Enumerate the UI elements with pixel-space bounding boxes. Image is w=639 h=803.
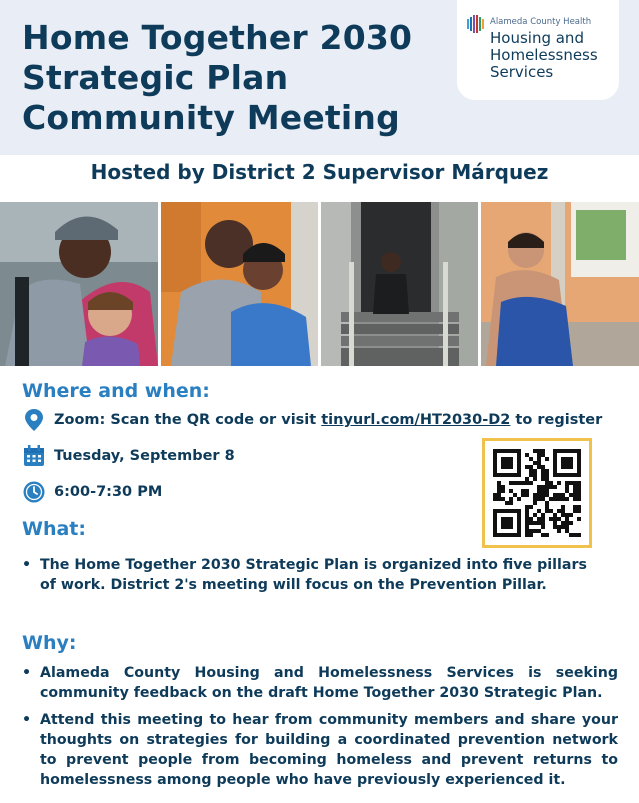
calendar-icon: [22, 444, 46, 468]
page-title: [22, 18, 412, 138]
why-bullet-list: [18, 663, 618, 797]
zoom-instructions: [54, 412, 602, 428]
time-row: [22, 480, 162, 504]
location-pin-icon: [22, 408, 46, 432]
qr-code-graphic: [493, 449, 581, 537]
header-band: [0, 0, 639, 155]
title-line-1: Home Together 2030: [22, 18, 413, 57]
list-item: [18, 710, 618, 790]
title-line-3: Community Meeting: [22, 98, 400, 137]
list-item: [18, 663, 618, 703]
meeting-time: 6:00-7:30 PM: [54, 484, 163, 500]
registration-qr-code[interactable]: [482, 438, 592, 548]
logo-org-name: Alameda County Health: [490, 17, 592, 27]
bullet-dot: •: [22, 712, 32, 728]
what-heading: What:: [22, 518, 86, 540]
zoom-prefix-text: Zoom: Scan the QR code or visit: [54, 412, 322, 428]
what-bullet-list: [18, 555, 604, 602]
bullet-dot: •: [22, 557, 32, 573]
photo-father-and-child: [0, 202, 158, 366]
logo-mark-icon: [467, 15, 485, 33]
photo-woman-seated: [481, 202, 639, 366]
where-when-heading: Where and when:: [22, 380, 210, 402]
clock-icon: [22, 480, 46, 504]
logo-dept-name: Housing and Homelessness Services: [490, 29, 598, 81]
title-line-2: Strategic Plan: [22, 58, 289, 97]
bullet-dot: •: [22, 665, 32, 681]
zoom-suffix-text: to register: [510, 412, 603, 428]
meeting-date: Tuesday, September 8: [54, 448, 235, 464]
photo-couple-embracing: [161, 202, 318, 366]
registration-link[interactable]: tinyurl.com/HT2030-D2: [321, 412, 511, 428]
why-heading: Why:: [22, 632, 77, 654]
agency-logo: [457, 0, 619, 100]
why-bullet-text-1: Alameda County Housing and Homelessness Services is seeking community feedback on the draft Home Together 2030 Strategic Plan.: [40, 665, 618, 701]
why-bullet-text-2: Attend this meeting to hear from community members and share your thoughts on strategies for building a coordinated prevention network to prevent people from becoming homeless and prevent returns to homelessness among people who have previously experienced it.: [40, 712, 618, 788]
zoom-row: [22, 408, 602, 432]
what-bullet-text: The Home Together 2030 Strategic Plan is organized into five pillars of work. District 2's meeting will focus on the Prevention Pillar.: [40, 557, 587, 593]
list-item: [18, 555, 604, 595]
photo-strip: [0, 202, 639, 366]
host-subtitle: Hosted by District 2 Supervisor Márquez: [90, 160, 549, 184]
date-row: [22, 444, 235, 468]
photo-man-on-steps: [321, 202, 478, 366]
